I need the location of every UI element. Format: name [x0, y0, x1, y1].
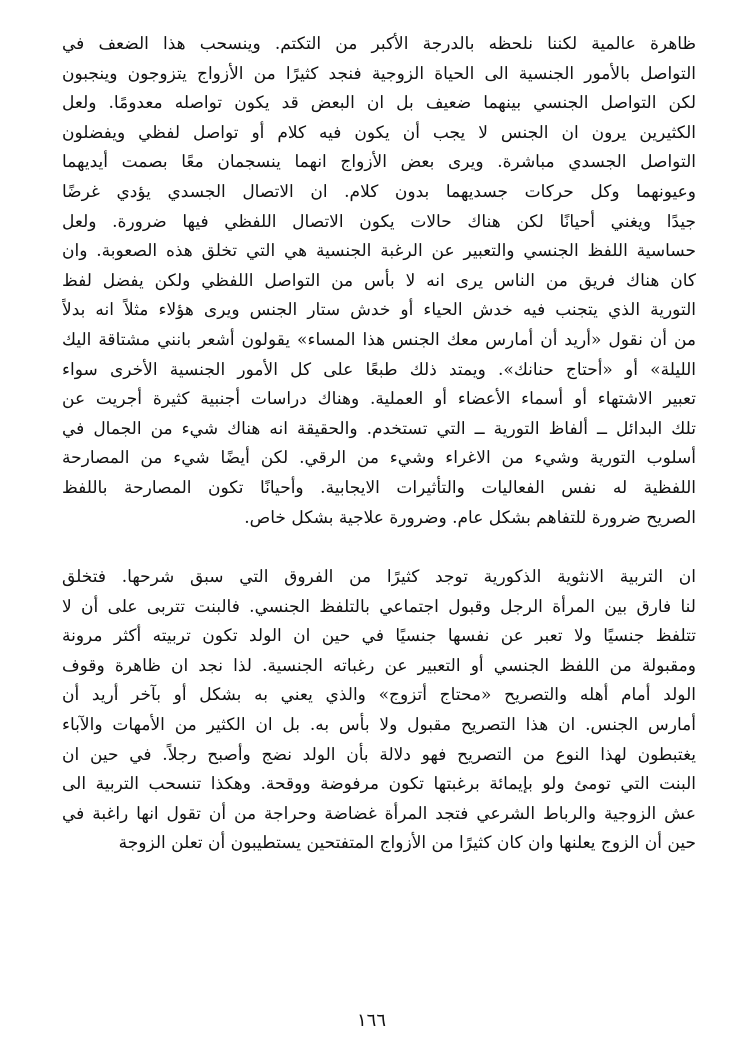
paragraph [62, 563, 696, 859]
text-line: جيدًا ويغني أحيانًا لكن هناك حالات يكون الاتصال اللفظي فيها ضرورة. ولعل [62, 211, 696, 232]
text-line: التورية الذي يتجنب فيه خدش الحياء أو خدش ستار الجنس ويرى هؤلاء مثلاً انه بدلاً [62, 300, 696, 321]
paragraph [62, 30, 696, 533]
text-line: حساسية اللفظ الجنسي والتعبير عن الرغبة الجنسية هي التي تخلق هذه الصعوبة. وان [62, 241, 696, 262]
text-line: اللفظية له نفس الفعاليات والتأثيرات الايجابية. وأحيانًا تكون المصارحة باللفظ [62, 477, 696, 498]
page-number: ١٦٦ [356, 1010, 386, 1031]
text-line: ان التربية الانثوية الذكورية توجد كثيرًا من الفروق التي سبق شرحها. فتخلق [62, 567, 696, 588]
text-line: ومقبولة من اللفظ الجنسي أو التعبير عن رغباته الجنسية. لذا نجد ان ظاهرة وقوف [62, 655, 696, 676]
text-line: ظاهرة عالمية لكننا نلحظه بالدرجة الأكبر من التكتم. وينسحب هذا الضعف في [62, 34, 696, 54]
text-line: كان هناك فريق من الناس يرى انه لا بأس من التواصل اللفظي ولكن يفضل لفظ [62, 270, 696, 291]
text-line: وعيونهما وكل حركات جسديهما بدون كلام. ان الاتصال الجسدي يؤدي غرضًا [62, 181, 696, 202]
text-line: الولد أمام أهله والتصريح «محتاج أتزوج» والذي يعني به بشكل أو بآخر أريد أن [62, 685, 696, 706]
text-line: تلك البدائل ــ ألفاظ التورية ــ التي تستخدم. والحقيقة انه هناك شيء من الجمال في [62, 418, 696, 439]
text-line: البنت التي تومئ ولو بإيمائة برغبتها تكون مرفوضة ووقحة. وهكذا تنسحب التربية الى [62, 774, 696, 795]
text-line: الكثيرين يرون ان الجنس لا يجب أن يكون فيه كلام أو تواصل لفظي ويفضلون [62, 122, 696, 143]
text-line: من أن نقول «أريد أن أمارس معك الجنس هذا المساء» يقولون أشعر بانني مشتاقة اليك [62, 329, 696, 350]
text-line: عش الزوجية والرباط الشرعي فتجد المرأة غضاضة وحراجة من أن تقول انها راغبة في [62, 803, 696, 824]
text-line: حين أن الزوج يعلنها وان كان كثيرًا من الأزواج المتفتحين يستطيبون أن تعلن الزوجة [118, 833, 696, 854]
text-line: لكن التواصل الجنسي بينهما ضعيف بل ان البعض قد يكون تواصله معدومًا. ولعل [62, 93, 696, 114]
text-line: التواصل الجسدي مباشرة. ويرى بعض الأزواج انهما ينسجمان معًا بصمت أيديهما [62, 152, 696, 173]
text-line: لنا فارق بين المرأة الرجل وقبول اجتماعي بالتلفظ الجنسي. فالبنت تتربى على أن لا [62, 596, 696, 617]
text-line: أسلوب التورية وشيء من الاغراء وشيء من الرقي. لكن أيضًا شيء من المصارحة [62, 448, 696, 469]
text-line: الصريح ضرورة للتفاهم بشكل عام. وضرورة علاجية بشكل خاص. [244, 507, 696, 528]
text-line: الليلة» أو «أحتاج حنانك». ويمتد ذلك طبعًا على كل الأمور الجنسية الأخرى سواء [62, 359, 696, 380]
text-line: أمارس الجنس. ان هذا التصريح مقبول ولا بأس به. بل ان الكثير من الأمهات والآباء [62, 715, 696, 736]
text-line: التواصل بالأمور الجنسية الى الحياة الزوجية فنجد كثيرًا من الأزواج يتزوجون وينجبون [62, 63, 696, 84]
page-body [62, 30, 696, 859]
text-line: تعبير الاشتهاء أو أسماء الأعضاء أو العملية. وهناك دراسات أجنبية كثيرة أجريت عن [62, 389, 696, 410]
text-line: يغتبطون لهذا النوع من التصريح فهو دلالة بأن الولد نضج وأصبح رجلاً. في حين ان [62, 744, 696, 765]
text-line: تتلفظ جنسيًا ولا تعبر عن نفسها جنسيًا في حين ان الولد تكون تربيته أكثر مرونة [62, 626, 696, 647]
